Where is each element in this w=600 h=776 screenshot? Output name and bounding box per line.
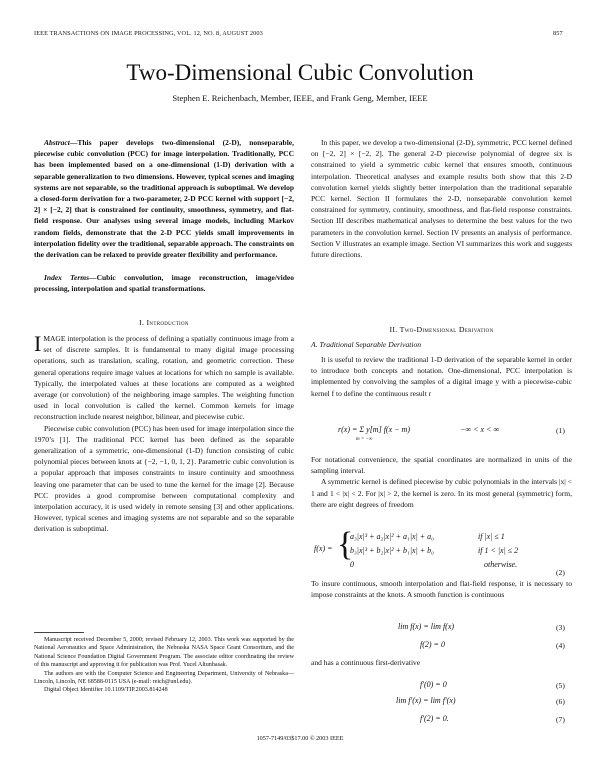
page-identifier: 1057-7149/03$17.00 © 2003 IEEE <box>256 735 344 742</box>
equation-6: lim f′(x) = lim f′(x) <box>396 696 456 705</box>
authors: Stephen E. Reichenbach, Member, IEEE, and Frank Geng, Member, IEEE <box>172 93 428 103</box>
derivation-paragraph-2 <box>311 454 572 510</box>
derivation-text-2: For notational convenience, the spatial coordinates are normalized in units of the sampling interval. <box>311 455 572 476</box>
index-terms-label: Index Terms— <box>44 273 97 282</box>
equation-2-line-1: a₃|x|³ + a₂|x|² + a₁|x| + a₀ <box>350 532 434 541</box>
equation-6-number: (6) <box>556 697 565 706</box>
footnote-rule <box>34 632 84 633</box>
footnote <box>34 636 294 695</box>
derivation-paragraph-1 <box>311 354 572 399</box>
equation-2-condition-2: if 1 < |x| ≤ 2 <box>478 546 519 555</box>
dropcap-letter: I <box>34 331 42 356</box>
intro-continued <box>311 137 572 260</box>
journal-header: IEEE TRANSACTIONS ON IMAGE PROCESSING, VOL. 12, NO. 8, AUGUST 2003 <box>34 30 263 37</box>
derivation-paragraph-4 <box>311 578 572 600</box>
paper-title: Two-Dimensional Cubic Convolution <box>126 60 474 85</box>
abstract-text: This paper develops two-dimensional (2-D), nonseparable, piecewise cubic convolution (PCC) for image interpolation. Traditionally, PCC has been implemented based on a one-dimensional (1-D) derivation with a separable generalization to two dimensions. However, typical scenes and imaging systems are not separable, so the traditional approach is suboptimal. We develop a closed-form derivation for a two-parameter, 2-D PCC kernel with support [−2, 2] × [−2, 2] that is constrained for continuity, smoothness, symmetry, and flat-field response. Our analyses using several image models, including Markov random fields, demonstrate that the 2-D PCC yields small improvements in interpolation fidelity over the traditional, separable approach. The constraints on the derivation can be relaxed to provide greater flexibility and performance. <box>34 138 294 260</box>
equation-2-lhs: f(x) = <box>314 544 333 553</box>
index-terms-text: Cubic convolution, image reconstruction, image/video processing, interpolation and spatial transformations. <box>34 273 294 294</box>
index-terms <box>34 272 294 294</box>
equation-2-condition-3: otherwise. <box>484 560 518 569</box>
derivation-text-5: and has a continuous first-derivative <box>311 658 421 667</box>
equation-7: f′(2) = 0. <box>420 714 449 723</box>
section-2-heading: II. Two-Dimensional Derivation <box>389 325 494 334</box>
equation-3-number: (3) <box>556 623 565 632</box>
equation-1: r(x) = Σ y[m] f(x − m) <box>338 425 410 434</box>
equation-1-sum-limit: m = −∞ <box>356 437 373 442</box>
equation-1-number: (1) <box>556 426 565 435</box>
abstract <box>34 137 294 260</box>
right-intro-paragraph: In this paper, we develop a two-dimensional (2-D), symmetric, PCC kernel defined on [−2, 2] × [−2, 2]. The general 2-D piecewise polynomial of degree six is constrained to yield a symmetric cubic kernel that ensures smooth, continuous interpolation. Theoretical analyses and example results both show that this 2-D convolution kernel yields slightly better interpolation than the traditional separable PCC kernel. Section II formulates the 2-D, nonseparable convolution kernel constrained for symmetry, continuity, smoothness, and flat-field response constraints. Section III describes mathematical analyses to determine the best values for the two parameters in the convolution kernel. Section IV presents an analysis of performance. Section V illustrates an example image. Section VI summarizes this work and suggests future directions. <box>311 138 572 260</box>
equation-2-line-3: 0 <box>350 560 354 569</box>
equation-3: lim f(x) = lim f(x) <box>398 622 455 631</box>
equation-5-number: (5) <box>556 681 565 690</box>
derivation-text-4: To insure continuous, smooth interpolation and flat-field response, it is necessary to impose constraints at the knots. A smooth function is continuous <box>311 579 572 600</box>
footnote-affiliation: The authors are with the Computer Science and Engineering Department, University of Nebraska—Lincoln, Lincoln, NE 68588-0115 USA (e-mail: reich@unl.edu). <box>34 670 294 686</box>
subsection-a-heading: A. Traditional Separable Derivation <box>311 340 422 349</box>
derivation-paragraph-5 <box>311 657 572 668</box>
intro-paragraph-2: Piecewise cubic convolution (PCC) has been used for image interpolation since the 1970’s [1]. The traditional PCC kernel has been defined as the separable generalization of a symmetric, one-dimensional (1-D) function consisting of cubic polynomial pieces between knots at {−2, −1, 0, 1, 2}. Parametric cubic convolution is a popular approach that imposes constraints to insure continuity and smoothness leaving one parameter that can be used to tune the kernel for the image [2]. Because PCC provides a good compromise between computational complexity and interpolation accuracy, it is used widely in remote sensing [3] and other applications. However, typical scenes and imaging systems are not separable and so the separable derivation is suboptimal. <box>34 423 294 534</box>
equation-2-brace: { <box>337 526 354 563</box>
equation-1-range: −∞ < x < ∞ <box>460 425 500 434</box>
footnote-doi: Digital Object Identifier 10.1109/TIP.2003.814248 <box>44 687 168 694</box>
page-number: 857 <box>553 30 563 37</box>
equation-7-number: (7) <box>556 715 565 724</box>
equation-2-condition-1: if |x| ≤ 1 <box>478 532 505 541</box>
equation-5: f′(0) = 0 <box>420 680 447 689</box>
equation-4: f(2) = 0 <box>420 640 445 649</box>
equation-4-number: (4) <box>556 641 565 650</box>
footnote-received: Manuscript received December 5, 2000; revised February 12, 2003. This work was supported by the National Aeronautics and Space Administration, the Nebraska NASA Space Grant Consortium, and the National Science Foundation Digital Government Program. The associate editor coordinating the review of this manuscript and approving it for publication was Prof. Yucel Altunbasak. <box>34 637 294 669</box>
section-1-heading: I. Introduction <box>139 318 189 327</box>
equation-2-line-2: b₃|x|³ + b₂|x|² + b₁|x| + b₀ <box>350 546 434 555</box>
equation-2-number: (2) <box>556 568 565 577</box>
abstract-label: Abstract— <box>44 138 78 147</box>
derivation-text-3: A symmetric kernel is defined piecewise by cubic polynomials in the intervals |x| < 1 and 1 < |x| < 2. For |x| > 2, the kernel is zero. In its most general (symmetric) form, there are eight degrees of freedom <box>311 477 572 509</box>
introduction-body <box>34 333 294 535</box>
intro-paragraph-1: MAGE interpolation is the process of defining a spatially continuous image from a set of discrete samples. It is fundamental to many digital image processing operations, such as translation, scaling, rotation, and geometric correction. These general operations require image values at locations for which no sample is available. Typically, the interpolated values at these locations are computed as a weighted average (or convolution) of the neighboring image samples. The weighting function used in local convolution is called the kernel. Common kernels for image reconstruction include nearest neighbor, bilinear, and piecewise cubic. <box>34 334 294 422</box>
derivation-text-1: It is useful to review the traditional 1-D derivation of the separable kernel in order to introduce both concepts and notation. One-dimensional, PCC interpolation is implemented by convolving the samples of a digital image y with a piecewise-cubic kernel f to define the continuous result r <box>311 355 572 398</box>
